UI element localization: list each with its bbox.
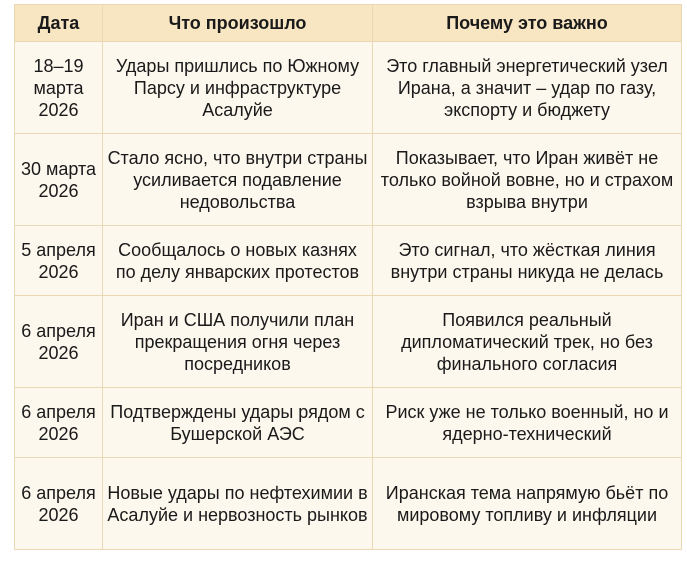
- cell-what: Новые удары по нефтехимии в Асалуйе и нервозность рынков: [103, 458, 373, 550]
- cell-why: Это главный энергетический узел Ирана, а значит – удар по газу, экспорту и бюджету: [373, 42, 682, 134]
- header-what-happened: Что произошло: [103, 5, 373, 42]
- cell-what: Иран и США получили план прекращения огня через посредников: [103, 296, 373, 388]
- events-table: [14, 4, 682, 550]
- cell-what: Подтверждены удары рядом с Бушерской АЭС: [103, 388, 373, 458]
- cell-date: 6 апреля 2026: [15, 458, 103, 550]
- events-table-container: [14, 4, 681, 550]
- cell-what: Удары пришлись по Южному Парсу и инфраструктуре Асалуйе: [103, 42, 373, 134]
- table-row: [15, 388, 682, 458]
- cell-what: Сообщалось о новых казнях по делу январских протестов: [103, 226, 373, 296]
- cell-date: 6 апреля 2026: [15, 388, 103, 458]
- cell-date: 5 апреля 2026: [15, 226, 103, 296]
- table-row: [15, 296, 682, 388]
- cell-what: Стало ясно, что внутри страны усиливается подавление недовольства: [103, 134, 373, 226]
- table-row: [15, 134, 682, 226]
- cell-date: 18–19 марта 2026: [15, 42, 103, 134]
- header-why-important: Почему это важно: [373, 5, 682, 42]
- cell-why: Появился реальный дипломатический трек, но без финального согласия: [373, 296, 682, 388]
- cell-why: Иранская тема напрямую бьёт по мировому топливу и инфляции: [373, 458, 682, 550]
- cell-date: 6 апреля 2026: [15, 296, 103, 388]
- table-row: [15, 458, 682, 550]
- table-header-row: [15, 5, 682, 42]
- cell-why: Показывает, что Иран живёт не только войной вовне, но и страхом взрыва внутри: [373, 134, 682, 226]
- cell-why: Это сигнал, что жёсткая линия внутри страны никуда не делась: [373, 226, 682, 296]
- table-row: [15, 42, 682, 134]
- header-date: Дата: [15, 5, 103, 42]
- cell-date: 30 марта 2026: [15, 134, 103, 226]
- table-row: [15, 226, 682, 296]
- cell-why: Риск уже не только военный, но и ядерно-технический: [373, 388, 682, 458]
